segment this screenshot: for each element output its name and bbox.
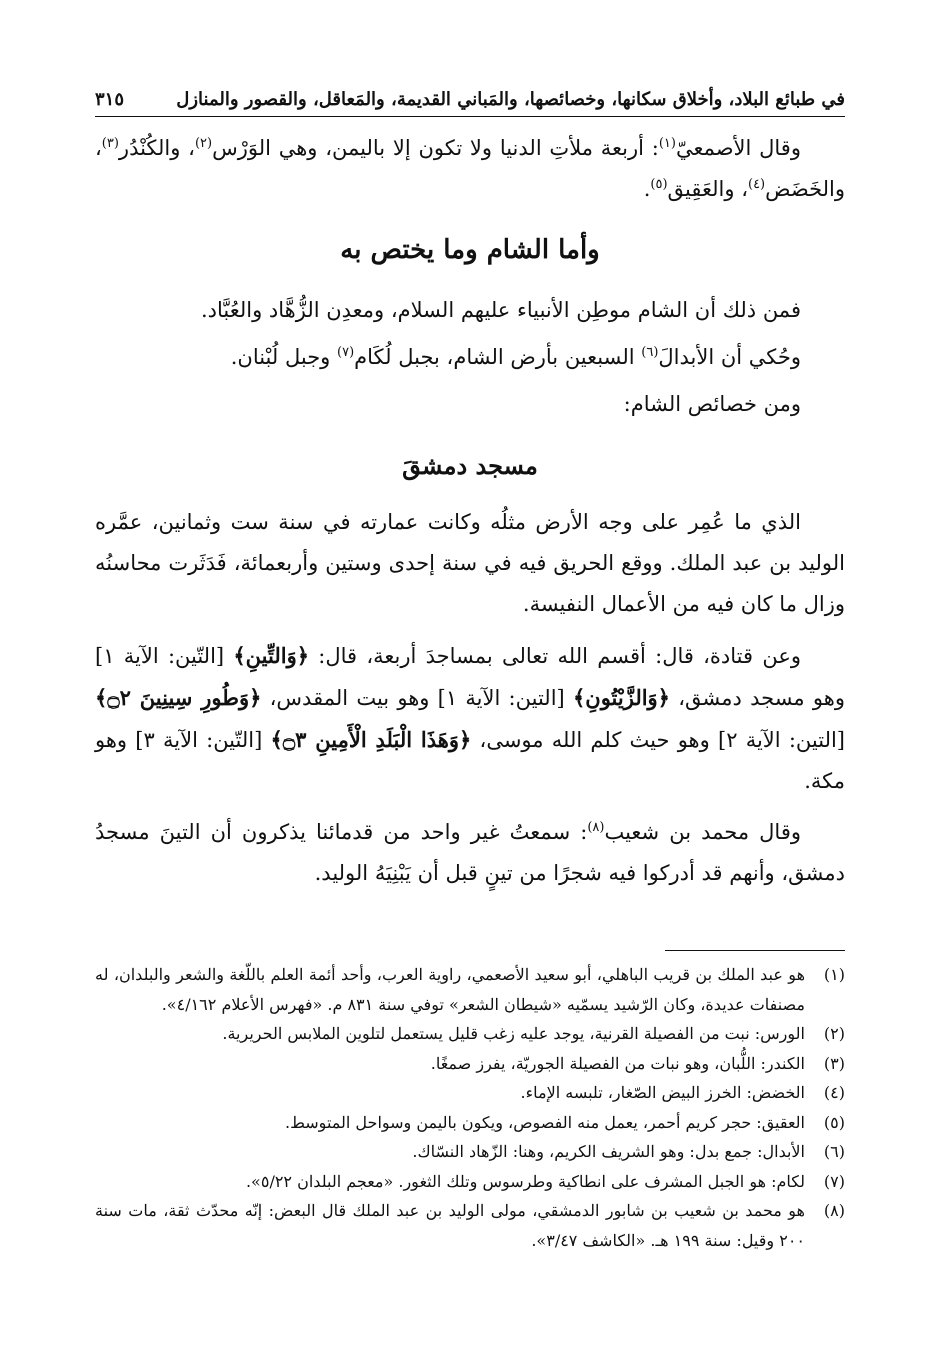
- footnote-6: [95, 1137, 845, 1167]
- footnote-text: الورس: نبت من الفصيلة القرنية، يوجد عليه زغب قليل يستعمل لتلوين الملابس الحريرية.: [222, 1024, 805, 1043]
- text-run: .: [643, 177, 651, 201]
- text-run: [التين: الآية ١] وهو بيت المقدس،: [261, 686, 573, 710]
- intro-block: [95, 128, 845, 210]
- footnote-number: (٨): [823, 1201, 845, 1220]
- footnote-text: هو محمد بن شعيب بن شابور الدمشقي، مولى الوليد بن عبد الملك قال البعض: إنّه محدّث ثقة، مات سنة ٢٠٠ وقيل: سنة ١٩٩ هـ. «الكاشف ٣/٤٧».: [95, 1201, 805, 1250]
- footnote-ref-3[interactable]: (٣): [101, 136, 119, 151]
- text-run: وقال الأصمعيّ: [675, 136, 801, 160]
- footnote-number: (٧): [823, 1171, 845, 1191]
- sham-paragraph-1: فمن ذلك أن الشام موطِن الأنبياء عليهم السلام، ومعدِن الزُّهَّاد والعُبَّاد.: [200, 298, 801, 322]
- footnote-5: [95, 1108, 845, 1138]
- text-run: : سمعتُ غير واحد من قدمائنا يذكرون أن التينَ مسجدُ دمشق، وأنهم قد أدركوا فيه شجرًا من تينٍ قبل أن يَبْنِيَهُ الوليد.: [95, 820, 845, 885]
- footnote-number: (٣): [823, 1053, 845, 1073]
- section-sham-body: [95, 290, 845, 425]
- sham-paragraph-3: ومن خصائص الشام:: [623, 392, 801, 416]
- intro-paragraph: [95, 128, 845, 210]
- footnote-text: هو عبد الملك بن قريب الباهلي، أبو سعيد الأصعمي، راوية العرب، وأحد أئمة العلم باللّغة والشعر والبلدان، له مصنفات عديدة، وكان الرّشيد يسمّيه «شيطان الشعر» توفي سنة ٨٣١ م. «فهرس الأعلام ٤/١٦٢».: [95, 965, 805, 1014]
- footnote-text: العقيق: حجر كريم أحمر، يعمل منه الفصوص، ويكون باليمن وسواحل المتوسط.: [285, 1112, 805, 1132]
- footnote-4: [95, 1078, 845, 1108]
- section-sham: [95, 230, 845, 271]
- footnote-7: [95, 1167, 845, 1197]
- footnote-3: [95, 1049, 845, 1079]
- text-run: ، والكُنْدُر: [118, 136, 195, 160]
- footnote-ref-8[interactable]: (٨): [587, 820, 605, 835]
- footnote-number: (٦): [823, 1142, 845, 1161]
- text-run: وعن قتادة، قال: أقسم الله تعالى بمساجدَ أربعة، قال:: [309, 644, 801, 668]
- sham-paragraph-2: [95, 337, 845, 378]
- footnote-ref-5[interactable]: (٥): [650, 177, 668, 192]
- text-run: وجبل لُبْنان.: [230, 345, 338, 369]
- footnote-ref-6[interactable]: (٦): [641, 345, 659, 360]
- text-run: [التّين: الآية ١] وهو مسجد دمشق،: [95, 644, 845, 710]
- text-run: ، والعَقِيق: [667, 177, 748, 201]
- footnote-text: الكندر: اللُّبان، وهو نبات من الفصيلة الجوريّة، يفرز صمغًا.: [430, 1053, 805, 1073]
- text-run: [التين: الآية ٢] وهو حيث كلم الله موسى،: [471, 728, 845, 752]
- text-run: ، والخَضَض: [95, 136, 845, 201]
- footnote-number: (٢): [823, 1024, 845, 1043]
- footnote-divider: [665, 950, 845, 951]
- quran-verse-1: ﴿وَالتِّينِ﴾: [233, 643, 310, 668]
- text-run: وقال محمد بن شعيب: [604, 820, 801, 844]
- text-run: [التّين: الآية ٣] وهو مكة.: [95, 728, 845, 793]
- masjid-paragraph-3: [95, 812, 845, 894]
- footnote-text: لكام: هو الجبل المشرف على انطاكية وطرسوس وتلك الثغور. «معجم البلدان ٥/٢٢».: [245, 1171, 805, 1191]
- text-run: السبعين بأرض الشام، بجبل لُكَام: [354, 345, 642, 369]
- masjid-paragraph-1: الذي ما عُمِر على وجه الأرض مثلُه وكانت عمارته في سنة ست وثمانين، عمَّره الوليد بن عبد الملك. ووقع الحريق فيه في سنة إحدى وستين وأربعمائة، فَدَثَرت محاسنُه وزال ما كان فيه من الأعمال النفيسة.: [95, 510, 845, 616]
- quran-verse-3: ﴿وَطُورِ سِينِينَ ۝٢﴾: [95, 685, 262, 710]
- running-header: [95, 78, 845, 117]
- footnotes: [95, 960, 845, 1255]
- header-title: في طبائع البلاد، وأخلاق سكانها، وخصائصها، والمَباني القديمة، والمَعاقل، والقصور والمنازل: [176, 89, 845, 110]
- footnote-number: (٥): [823, 1112, 845, 1132]
- quran-verse-2: ﴿وَالزَّيْتُونِ﴾: [572, 685, 670, 710]
- page-number: ٣١٥: [95, 89, 125, 110]
- section-heading-masjid: مسجد دمشقَ: [402, 451, 538, 480]
- section-masjid-body: [95, 502, 845, 894]
- text-run: : أربعة ملأتِ الدنيا ولا تكون إلا باليمن، وهي الوَرْس: [212, 136, 659, 160]
- footnote-number: (٤): [823, 1083, 845, 1102]
- footnote-text: الخضض: الخرز البيض الصّغار، تلبسه الإماء.: [520, 1083, 805, 1102]
- footnote-8: [95, 1196, 845, 1255]
- footnote-number: (١): [823, 965, 845, 984]
- footnote-2: [95, 1019, 845, 1049]
- section-heading-sham: وأما الشام وما يختص به: [340, 235, 600, 265]
- footnote-ref-1[interactable]: (١): [658, 136, 676, 151]
- footnote-ref-7[interactable]: (٧): [337, 345, 355, 360]
- footnote-1: [95, 960, 845, 1019]
- section-masjid: [95, 445, 845, 486]
- text-run: وحُكي أن الأبدالَ: [658, 345, 801, 369]
- footnote-ref-2[interactable]: (٢): [194, 136, 213, 151]
- masjid-paragraph-2: [95, 635, 845, 802]
- footnote-text: الأبدال: جمع بدل: وهو الشريف الكريم، وهنا: الزّهاد النسّاك.: [412, 1142, 805, 1161]
- quran-verse-4: ﴿وَهَذَا الْبَلَدِ الْأَمِينِ ۝٣﴾: [270, 727, 472, 752]
- footnote-ref-4[interactable]: (٤): [747, 177, 766, 192]
